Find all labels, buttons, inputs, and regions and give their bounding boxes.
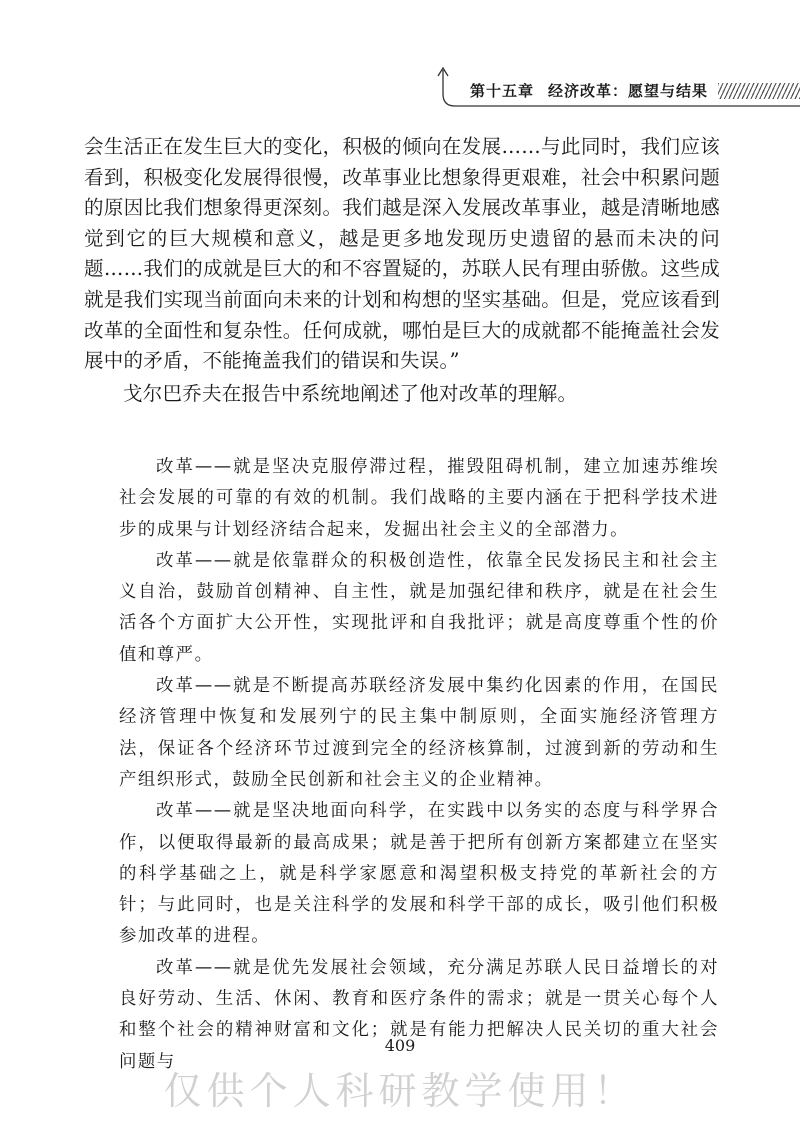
watermark: 仅供个人科研教学使用！ bbox=[163, 1069, 637, 1113]
quote-paragraph: 改革——就是不断提高苏联经济发展中集约化因素的作用，在国民经济管理中恢复和发展列宁的民主集中制原则，全面实施经济管理方法，保证各个经济环节过渡到完全的经济核算制，过渡到新的劳动和生产组织形式，鼓励全民创新和社会主义的企业精神。 bbox=[119, 676, 719, 790]
quote-paragraph: 改革——就是坚决地面向科学，在实践中以务实的态度与科学界合作，以便取得最新的最高成果；就是善于把所有创新方案都建立在坚实的科学基础之上，就是科学家愿意和渴望积极支持党的革新社会的方针；与此同时，也是关注科学的发展和科学干部的成长，吸引他们积极参加改革的进程。 bbox=[119, 801, 719, 947]
quote-paragraph: 改革——就是依靠群众的积极创造性，依靠全民发扬民主和社会主义自治，鼓励首创精神、自主性，就是加强纪律和秩序，就是在社会生活各个方面扩大公开性，实现批评和自我批评；就是高度尊重个性的价值和尊严。 bbox=[119, 550, 719, 665]
chapter-title: 经济改革：愿望与结果 bbox=[548, 82, 709, 100]
body-text bbox=[84, 132, 720, 409]
header-title bbox=[470, 80, 708, 104]
quote-paragraph: 改革——就是坚决克服停滞过程，摧毁阻碍机制，建立加速苏维埃社会发展的可靠的有效的机制。我们战略的主要内涵在于把科学技术进步的成果与计划经济结合起来，发掘出社会主义的全部潜力。 bbox=[119, 457, 719, 540]
running-header bbox=[0, 0, 800, 110]
body-paragraph: 戈尔巴乔夫在报告中系统地阐述了他对改革的理解。 bbox=[123, 381, 578, 405]
chapter-number: 第十五章 bbox=[470, 82, 535, 100]
page-number: 409 bbox=[384, 1036, 416, 1055]
block-quote bbox=[119, 452, 719, 1078]
header-hatch-decoration bbox=[718, 83, 800, 99]
body-paragraph: 会生活正在发生巨大的变化，积极的倾向在发展……与此同时，我们应该看到，积极变化发展得很慢，改革事业比想象得更艰难，社会中积累问题的原因比我们想象得更深刻。我们越是深入发展改革事业，越是清晰地感觉到它的巨大规模和意义，越是更多地发现历史遗留的悬而未决的问题……我们的成就是巨大的和不容置疑的，苏联人民有理由骄傲。这些成就是我们实现当前面向未来的计划和构想的坚实基础。但是，党应该看到改革的全面性和复杂性。任何成就，哪怕是巨大的成就都不能掩盖社会发展中的矛盾，不能掩盖我们的错误和失误。” bbox=[84, 135, 720, 373]
quote-paragraph: 改革——就是优先发展社会领域，充分满足苏联人民日益增长的对良好劳动、生活、休闲、教育和医疗条件的需求；就是一贯关心每个人和整个社会的精神财富和文化；就是有能力把解决人民关切的重大社会问题与 bbox=[119, 957, 719, 1072]
